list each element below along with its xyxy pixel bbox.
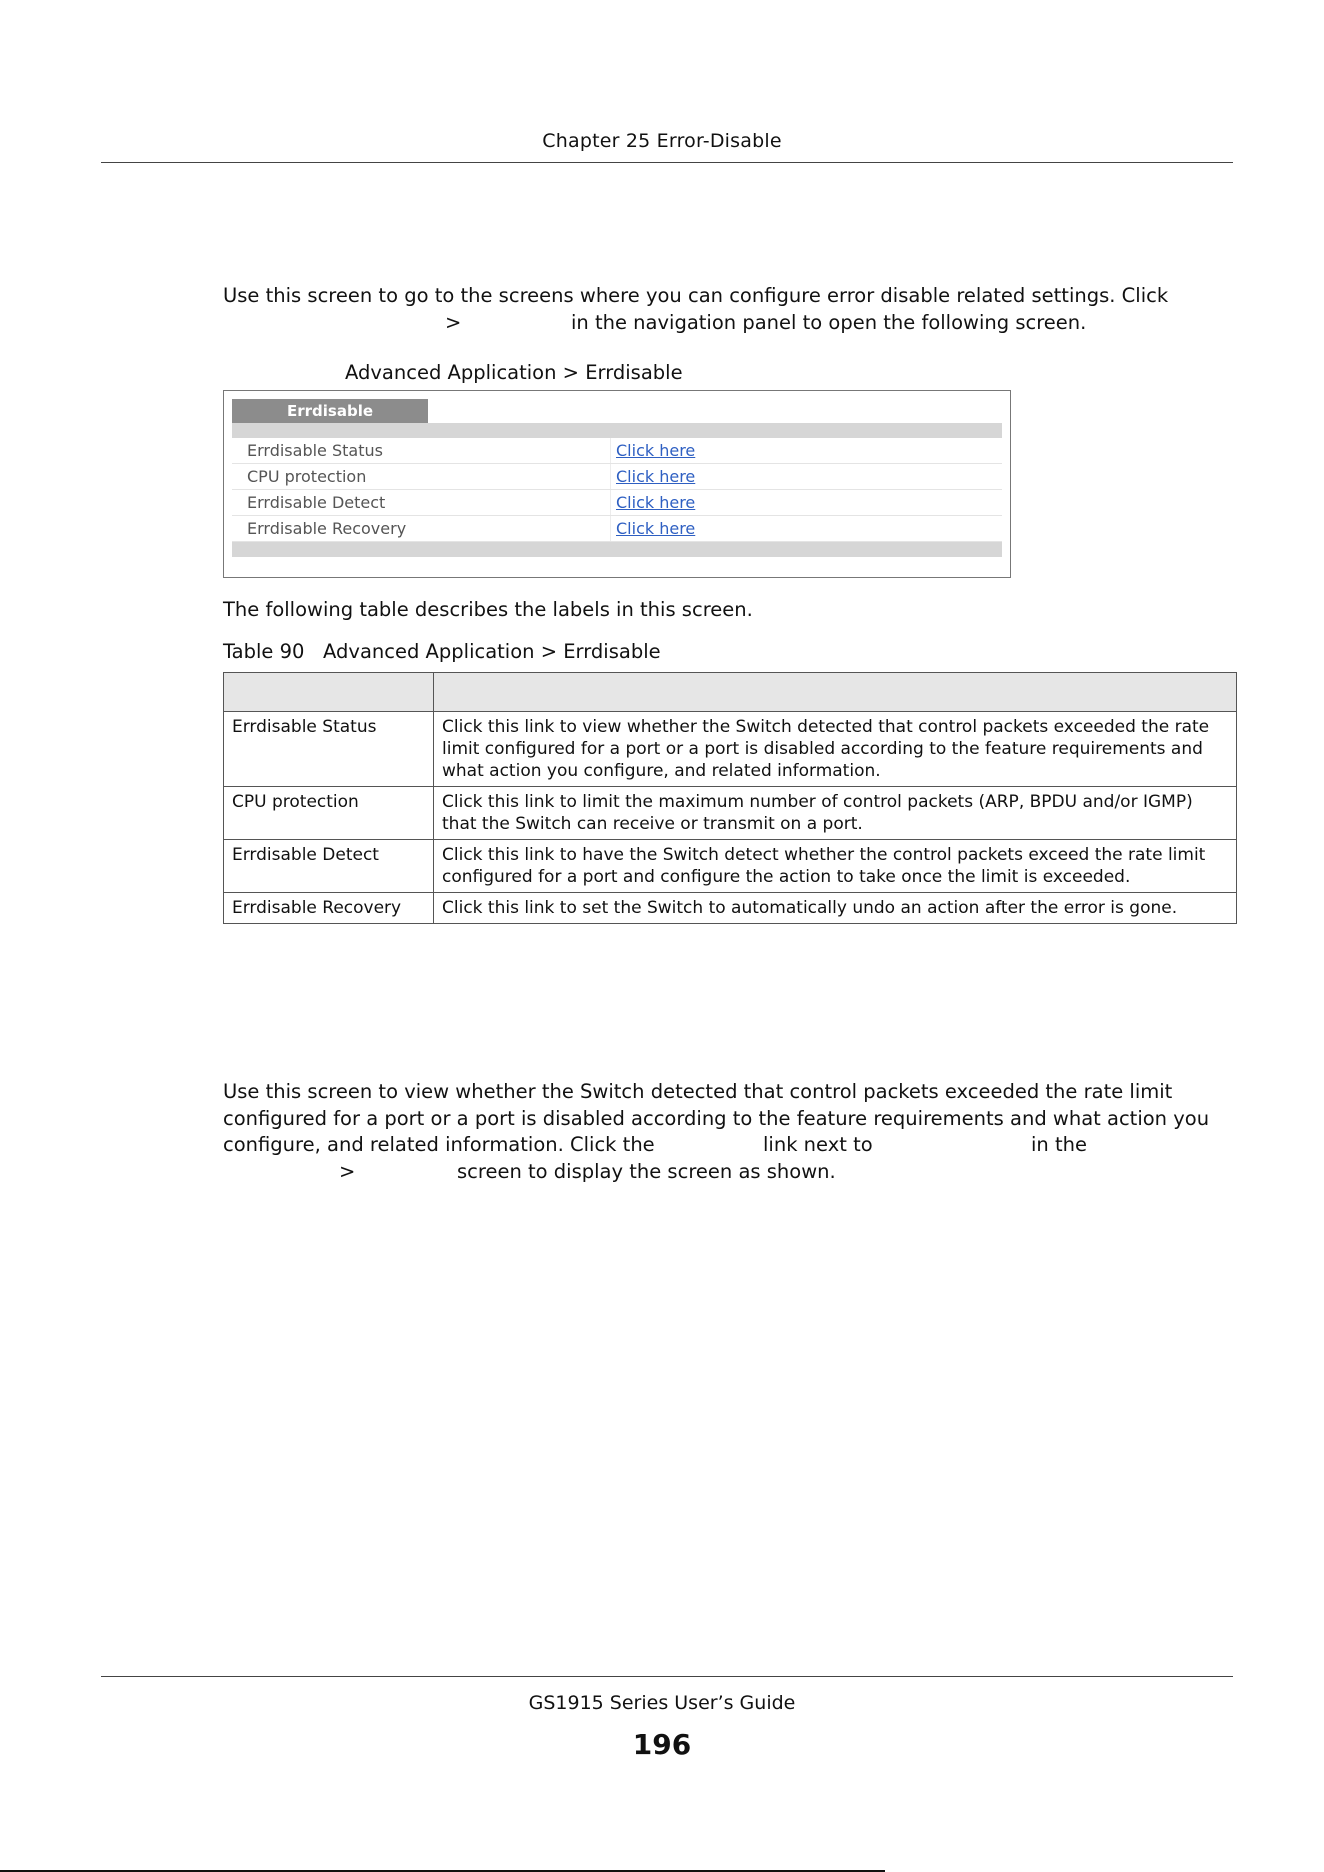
running-header: Chapter 25 Error-Disable	[542, 130, 782, 152]
table-label-cell: Errdisable Status	[224, 712, 434, 787]
figure-caption: Advanced Application > Errdisable	[345, 361, 683, 384]
footer-guide-title: GS1915 Series User’s Guide	[528, 1692, 796, 1714]
table-description-cell: Click this link to set the Switch to automatically undo an action after the error is gone.	[434, 893, 1237, 924]
errdisable-recovery-link[interactable]: Click here	[616, 519, 696, 538]
bottom-band	[232, 542, 1002, 557]
section2-line-3a: configure, and related information. Click the	[223, 1133, 655, 1156]
header-rule	[101, 162, 1233, 163]
label-description-table	[223, 672, 1237, 924]
table-label-cell: CPU protection	[224, 787, 434, 840]
errdisable-status-link[interactable]: Click here	[616, 441, 696, 460]
table-row	[224, 893, 1237, 924]
footer-rule	[101, 1676, 1233, 1677]
errdisable-screenshot	[223, 390, 1011, 578]
intro-line-2: in the navigation panel to open the following screen.	[571, 311, 1087, 334]
table-row	[224, 840, 1237, 893]
table-header-cell	[224, 673, 434, 712]
screenshot-row	[232, 516, 1002, 542]
table-description-cell: Click this link to have the Switch detect whether the control packets exceed the rate limit configured for a port and configure the action to take once the limit is exceeded.	[434, 840, 1237, 893]
errdisable-detect-link[interactable]: Click here	[616, 493, 696, 512]
table-caption: Table 90 Advanced Application > Errdisable	[223, 640, 661, 663]
table-row	[224, 787, 1237, 840]
column-divider	[610, 438, 611, 463]
row-label: Errdisable Recovery	[247, 519, 407, 538]
column-divider	[610, 490, 611, 515]
table-header-cell	[434, 673, 1237, 712]
table-label-cell: Errdisable Detect	[224, 840, 434, 893]
table-row	[224, 712, 1237, 787]
column-divider	[610, 516, 611, 541]
table-header-row	[224, 673, 1237, 712]
table-description-cell: Click this link to view whether the Switch detected that control packets exceeded the rate limit configured for a port or a port is disabled according to the feature requirements and what action you configure, and related information.	[434, 712, 1237, 787]
intro-gt: >	[445, 311, 462, 334]
table-intro: The following table describes the labels in this screen.	[223, 598, 753, 621]
row-label: Errdisable Status	[247, 441, 383, 460]
screenshot-row	[232, 490, 1002, 516]
row-label: CPU protection	[247, 467, 367, 486]
table-label-cell: Errdisable Recovery	[224, 893, 434, 924]
section2-gt: >	[339, 1160, 356, 1183]
section2-line-4: screen to display the screen as shown.	[457, 1160, 836, 1183]
intro-line-1: Use this screen to go to the screens where you can configure error disable related settings. Click	[223, 284, 1169, 307]
cpu-protection-link[interactable]: Click here	[616, 467, 696, 486]
section2-line-3b: link next to	[763, 1133, 873, 1156]
table-description-cell: Click this link to limit the maximum number of control packets (ARP, BPDU and/or IGMP) that the Switch can receive or transmit on a port.	[434, 787, 1237, 840]
column-divider	[610, 464, 611, 489]
section2-line-1: Use this screen to view whether the Switch detected that control packets exceeded the rate limit	[223, 1080, 1173, 1103]
page-number: 196	[632, 1728, 692, 1761]
section2-line-2: configured for a port or a port is disabled according to the feature requirements and what action you	[223, 1107, 1210, 1130]
screenshot-row	[232, 464, 1002, 490]
row-label: Errdisable Detect	[247, 493, 386, 512]
section2-line-3c: in the	[1031, 1133, 1087, 1156]
top-band	[232, 426, 1002, 438]
screenshot-row	[232, 438, 1002, 464]
errdisable-tab[interactable]: Errdisable	[232, 399, 428, 423]
